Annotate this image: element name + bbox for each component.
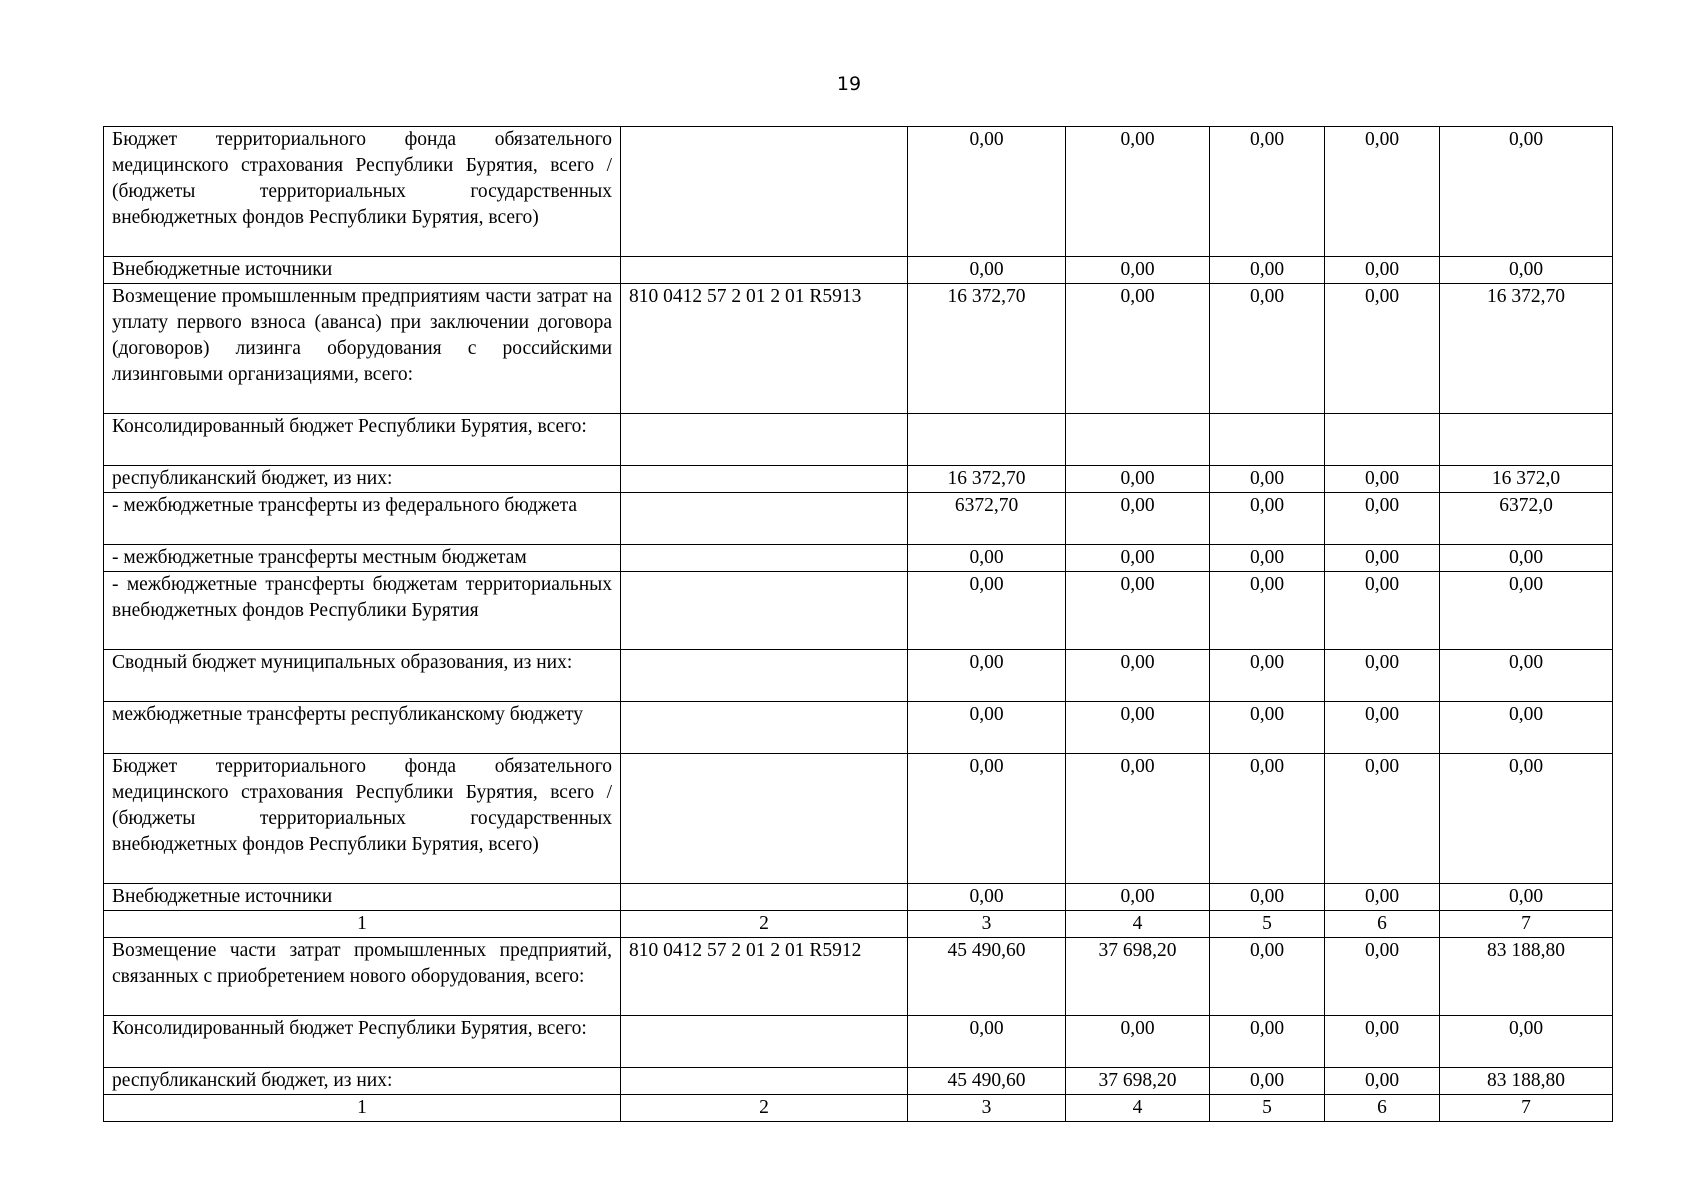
value-total-cell: 7	[1440, 911, 1613, 938]
budget-code-cell	[621, 414, 908, 466]
value-col3-cell: 0,00	[908, 545, 1066, 572]
value-col6-cell: 0,00	[1325, 466, 1440, 493]
value-total-cell: 0,00	[1440, 257, 1613, 284]
value-col6-cell: 0,00	[1325, 938, 1440, 1016]
value-total-cell	[1440, 414, 1613, 466]
row-name-cell: 1	[104, 1095, 621, 1122]
value-col5-cell: 0,00	[1210, 127, 1325, 257]
value-col4-cell: 0,00	[1066, 754, 1210, 884]
value-col5-cell: 0,00	[1210, 284, 1325, 414]
value-col4-cell: 0,00	[1066, 545, 1210, 572]
value-col3-cell: 0,00	[908, 884, 1066, 911]
budget-table	[103, 126, 1613, 1122]
value-col5-cell	[1210, 414, 1325, 466]
value-col3-cell: 45 490,60	[908, 1068, 1066, 1095]
value-col3-cell: 0,00	[908, 1016, 1066, 1068]
table-row	[104, 257, 1613, 284]
value-col4-cell	[1066, 414, 1210, 466]
value-col5-cell: 0,00	[1210, 257, 1325, 284]
value-col6-cell: 0,00	[1325, 1068, 1440, 1095]
value-col5-cell: 0,00	[1210, 938, 1325, 1016]
value-col3-cell: 0,00	[908, 650, 1066, 702]
value-total-cell: 7	[1440, 1095, 1613, 1122]
value-col4-cell: 0,00	[1066, 127, 1210, 257]
row-name-cell: - межбюджетные трансферты из федерального бюджета	[104, 493, 621, 545]
table-row	[104, 414, 1613, 466]
value-col6-cell: 0,00	[1325, 257, 1440, 284]
value-col6-cell: 0,00	[1325, 754, 1440, 884]
value-total-cell: 83 188,80	[1440, 1068, 1613, 1095]
value-col4-cell: 0,00	[1066, 257, 1210, 284]
value-col4-cell: 0,00	[1066, 702, 1210, 754]
value-col6-cell: 6	[1325, 911, 1440, 938]
table-row	[104, 466, 1613, 493]
value-col6-cell: 0,00	[1325, 702, 1440, 754]
budget-code-cell	[621, 884, 908, 911]
value-col3-cell: 3	[908, 1095, 1066, 1122]
value-col4-cell: 37 698,20	[1066, 938, 1210, 1016]
value-col5-cell: 0,00	[1210, 572, 1325, 650]
budget-code-cell	[621, 545, 908, 572]
value-total-cell: 0,00	[1440, 572, 1613, 650]
table-row	[104, 572, 1613, 650]
row-name-cell: Внебюджетные источники	[104, 257, 621, 284]
table-row	[104, 1016, 1613, 1068]
budget-code-cell	[621, 650, 908, 702]
column-index-row	[104, 911, 1613, 938]
value-total-cell: 0,00	[1440, 1016, 1613, 1068]
value-col5-cell: 0,00	[1210, 650, 1325, 702]
value-total-cell: 0,00	[1440, 545, 1613, 572]
budget-code-cell	[621, 572, 908, 650]
budget-code-cell	[621, 1068, 908, 1095]
value-col4-cell: 0,00	[1066, 884, 1210, 911]
table-row	[104, 938, 1613, 1016]
value-col5-cell: 0,00	[1210, 493, 1325, 545]
value-col4-cell: 0,00	[1066, 1016, 1210, 1068]
value-col4-cell: 0,00	[1066, 284, 1210, 414]
value-col4-cell: 0,00	[1066, 572, 1210, 650]
value-col6-cell: 0,00	[1325, 650, 1440, 702]
value-col6-cell: 0,00	[1325, 1016, 1440, 1068]
row-name-cell: Консолидированный бюджет Республики Бурятия, всего:	[104, 1016, 621, 1068]
column-index-row	[104, 1095, 1613, 1122]
value-col5-cell: 5	[1210, 1095, 1325, 1122]
row-name-cell: - межбюджетные трансферты бюджетам территориальных внебюджетных фондов Республики Бурятия	[104, 572, 621, 650]
budget-code-cell	[621, 493, 908, 545]
value-col6-cell: 0,00	[1325, 284, 1440, 414]
value-col3-cell: 16 372,70	[908, 284, 1066, 414]
table-row	[104, 493, 1613, 545]
table-row	[104, 754, 1613, 884]
value-col6-cell: 0,00	[1325, 493, 1440, 545]
value-total-cell: 0,00	[1440, 127, 1613, 257]
table-row	[104, 884, 1613, 911]
table-row	[104, 702, 1613, 754]
value-col5-cell: 0,00	[1210, 884, 1325, 911]
table-row	[104, 284, 1613, 414]
value-col5-cell: 0,00	[1210, 754, 1325, 884]
value-col4-cell: 0,00	[1066, 650, 1210, 702]
value-total-cell: 16 372,70	[1440, 284, 1613, 414]
row-name-cell: Бюджет территориального фонда обязательного медицинского страхования Республики Бурятия, всего / (бюджеты территориальных государственных внебюджетных фондов Республики Бурятия, всего)	[104, 754, 621, 884]
value-col3-cell: 3	[908, 911, 1066, 938]
value-col6-cell: 0,00	[1325, 884, 1440, 911]
value-total-cell: 83 188,80	[1440, 938, 1613, 1016]
value-col3-cell: 16 372,70	[908, 466, 1066, 493]
row-name-cell: Возмещение промышленным предприятиям части затрат на уплату первого взноса (аванса) при заключении договора (договоров) лизинга оборудования с российскими лизинговыми организациями, всего:	[104, 284, 621, 414]
value-total-cell: 16 372,0	[1440, 466, 1613, 493]
value-col3-cell: 45 490,60	[908, 938, 1066, 1016]
value-col3-cell: 0,00	[908, 754, 1066, 884]
value-col5-cell: 0,00	[1210, 1068, 1325, 1095]
budget-code-cell: 2	[621, 1095, 908, 1122]
value-col3-cell: 0,00	[908, 702, 1066, 754]
row-name-cell: Сводный бюджет муниципальных образования, из них:	[104, 650, 621, 702]
budget-code-cell: 810 0412 57 2 01 2 01 R5912	[621, 938, 908, 1016]
table-row	[104, 650, 1613, 702]
row-name-cell: Возмещение части затрат промышленных предприятий, связанных с приобретением нового оборудования, всего:	[104, 938, 621, 1016]
row-name-cell: 1	[104, 911, 621, 938]
value-total-cell: 6372,0	[1440, 493, 1613, 545]
budget-code-cell	[621, 702, 908, 754]
row-name-cell: Бюджет территориального фонда обязательного медицинского страхования Республики Бурятия, всего / (бюджеты территориальных государственных внебюджетных фондов Республики Бурятия, всего)	[104, 127, 621, 257]
value-col3-cell	[908, 414, 1066, 466]
value-col4-cell: 4	[1066, 911, 1210, 938]
value-col4-cell: 37 698,20	[1066, 1068, 1210, 1095]
row-name-cell: республиканский бюджет, из них:	[104, 1068, 621, 1095]
value-col3-cell: 0,00	[908, 572, 1066, 650]
value-col3-cell: 6372,70	[908, 493, 1066, 545]
row-name-cell: Внебюджетные источники	[104, 884, 621, 911]
budget-table-body	[104, 127, 1613, 1122]
table-row	[104, 545, 1613, 572]
value-col5-cell: 5	[1210, 911, 1325, 938]
value-col6-cell	[1325, 414, 1440, 466]
value-col3-cell: 0,00	[908, 127, 1066, 257]
value-col4-cell: 4	[1066, 1095, 1210, 1122]
budget-code-cell	[621, 1016, 908, 1068]
value-col4-cell: 0,00	[1066, 466, 1210, 493]
value-col6-cell: 0,00	[1325, 545, 1440, 572]
table-row	[104, 127, 1613, 257]
budget-code-cell	[621, 466, 908, 493]
value-total-cell: 0,00	[1440, 754, 1613, 884]
value-total-cell: 0,00	[1440, 884, 1613, 911]
row-name-cell: - межбюджетные трансферты местным бюджетам	[104, 545, 621, 572]
value-total-cell: 0,00	[1440, 650, 1613, 702]
row-name-cell: республиканский бюджет, из них:	[104, 466, 621, 493]
budget-code-cell	[621, 127, 908, 257]
value-col5-cell: 0,00	[1210, 545, 1325, 572]
value-col6-cell: 6	[1325, 1095, 1440, 1122]
row-name-cell: межбюджетные трансферты республиканскому бюджету	[104, 702, 621, 754]
value-col4-cell: 0,00	[1066, 493, 1210, 545]
value-col6-cell: 0,00	[1325, 572, 1440, 650]
table-row	[104, 1068, 1613, 1095]
row-name-cell: Консолидированный бюджет Республики Бурятия, всего:	[104, 414, 621, 466]
value-col5-cell: 0,00	[1210, 702, 1325, 754]
value-total-cell: 0,00	[1440, 702, 1613, 754]
value-col3-cell: 0,00	[908, 257, 1066, 284]
page-number: 19	[836, 73, 862, 95]
value-col5-cell: 0,00	[1210, 466, 1325, 493]
value-col5-cell: 0,00	[1210, 1016, 1325, 1068]
value-col6-cell: 0,00	[1325, 127, 1440, 257]
budget-code-cell	[621, 754, 908, 884]
budget-code-cell: 810 0412 57 2 01 2 01 R5913	[621, 284, 908, 414]
budget-code-cell	[621, 257, 908, 284]
budget-code-cell: 2	[621, 911, 908, 938]
